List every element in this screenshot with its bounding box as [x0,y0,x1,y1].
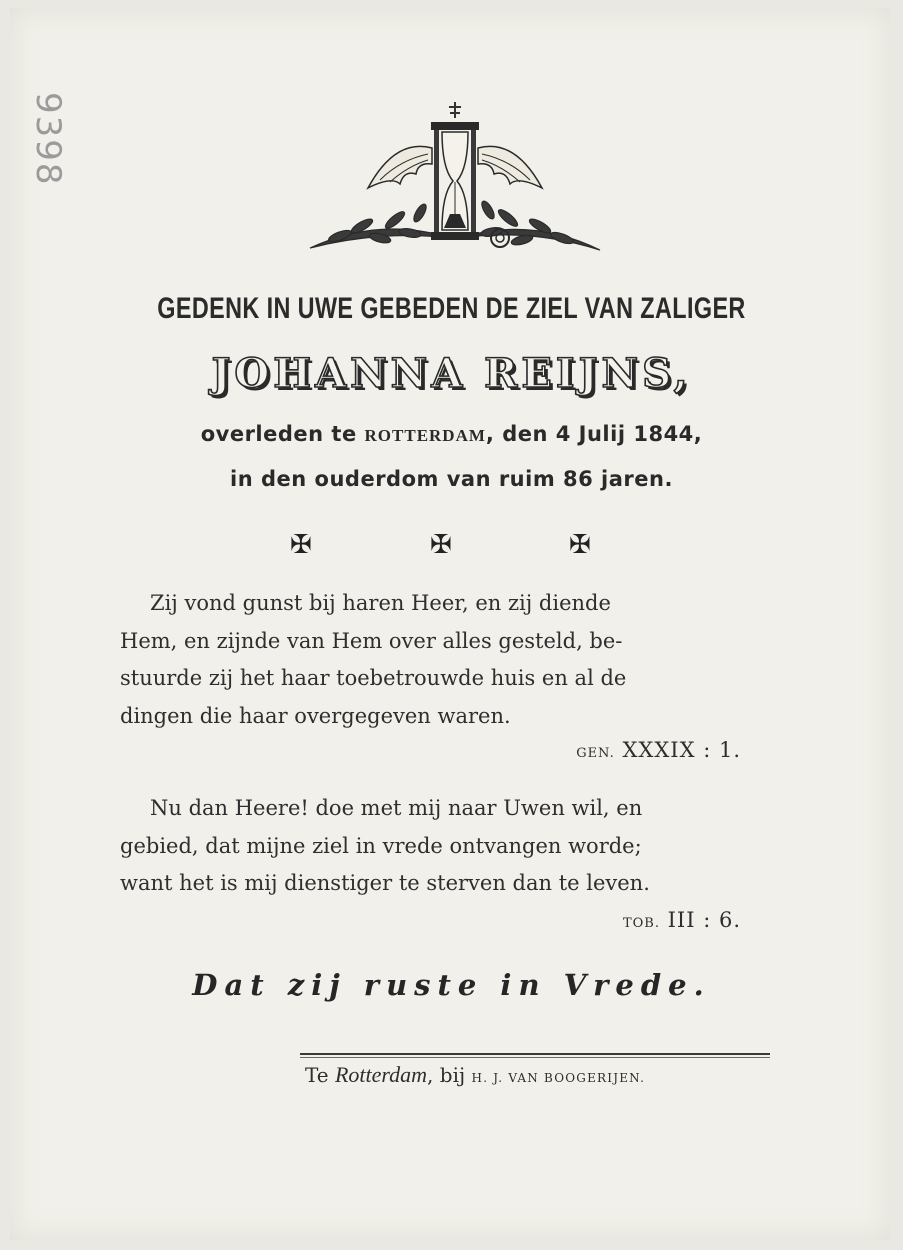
verse-line: Zij vond gunst bij haren Heer, en zij diende [150,591,611,615]
ref-book: TOB. [622,916,660,931]
verse-tobit [120,790,773,903]
printer-prefix: Te [305,1063,329,1087]
printer-imprint [305,1062,645,1088]
death-line [0,422,903,446]
death-prefix: overleden te [200,422,357,446]
printer-city: Rotterdam [334,1062,428,1087]
printer-middle: , bij [427,1063,466,1087]
cross-icon: ✠ [569,530,591,560]
printer-name: H. J. VAN BOOGERIJEN. [471,1071,646,1085]
age-line: in den ouderdom van ruim 86 jaren. [230,467,673,491]
deceased-name: JOHANNA REIJNS, [211,350,692,397]
verse-line: Hem, en zijnde van Hem over alles gesteld, be- [120,628,623,653]
verse-reference-genesis [576,738,741,762]
verse-line: dingen die haar overgegeven waren. [120,703,511,728]
verse-reference-tobit [623,908,741,932]
verse-line: want het is mij dienstiger te sterven dan te leven. [120,871,650,895]
winged-hourglass-icon [300,98,610,263]
heading: GEDENK IN UWE GEBEDEN DE ZIEL VAN ZALIGER [157,292,746,325]
ref-chapter: III : 6. [667,908,741,932]
verse-line: Nu dan Heere! doe met mij naar Uwen wil, en [150,796,643,820]
death-suffix: , den 4 Julij 1844, [485,422,703,446]
ref-book: GEN. [576,746,615,761]
cross-icon: ✠ [290,530,312,560]
verse-line: stuurde zij het haar toebetrouwde huis en al de [120,666,627,690]
catalog-number: 9398 [28,92,68,187]
death-city: ROTTERDAM [364,426,486,445]
closing-blessing: Dat zij ruste in Vrede. [192,968,711,1002]
ref-chapter: XXXIX : 1. [622,738,741,762]
cross-icon: ✠ [430,530,452,560]
divider-line [300,1057,770,1058]
verse-genesis [120,585,773,735]
verse-line: gebied, dat mijne ziel in vrede ontvangen worde; [120,833,642,858]
divider-line [300,1053,770,1055]
